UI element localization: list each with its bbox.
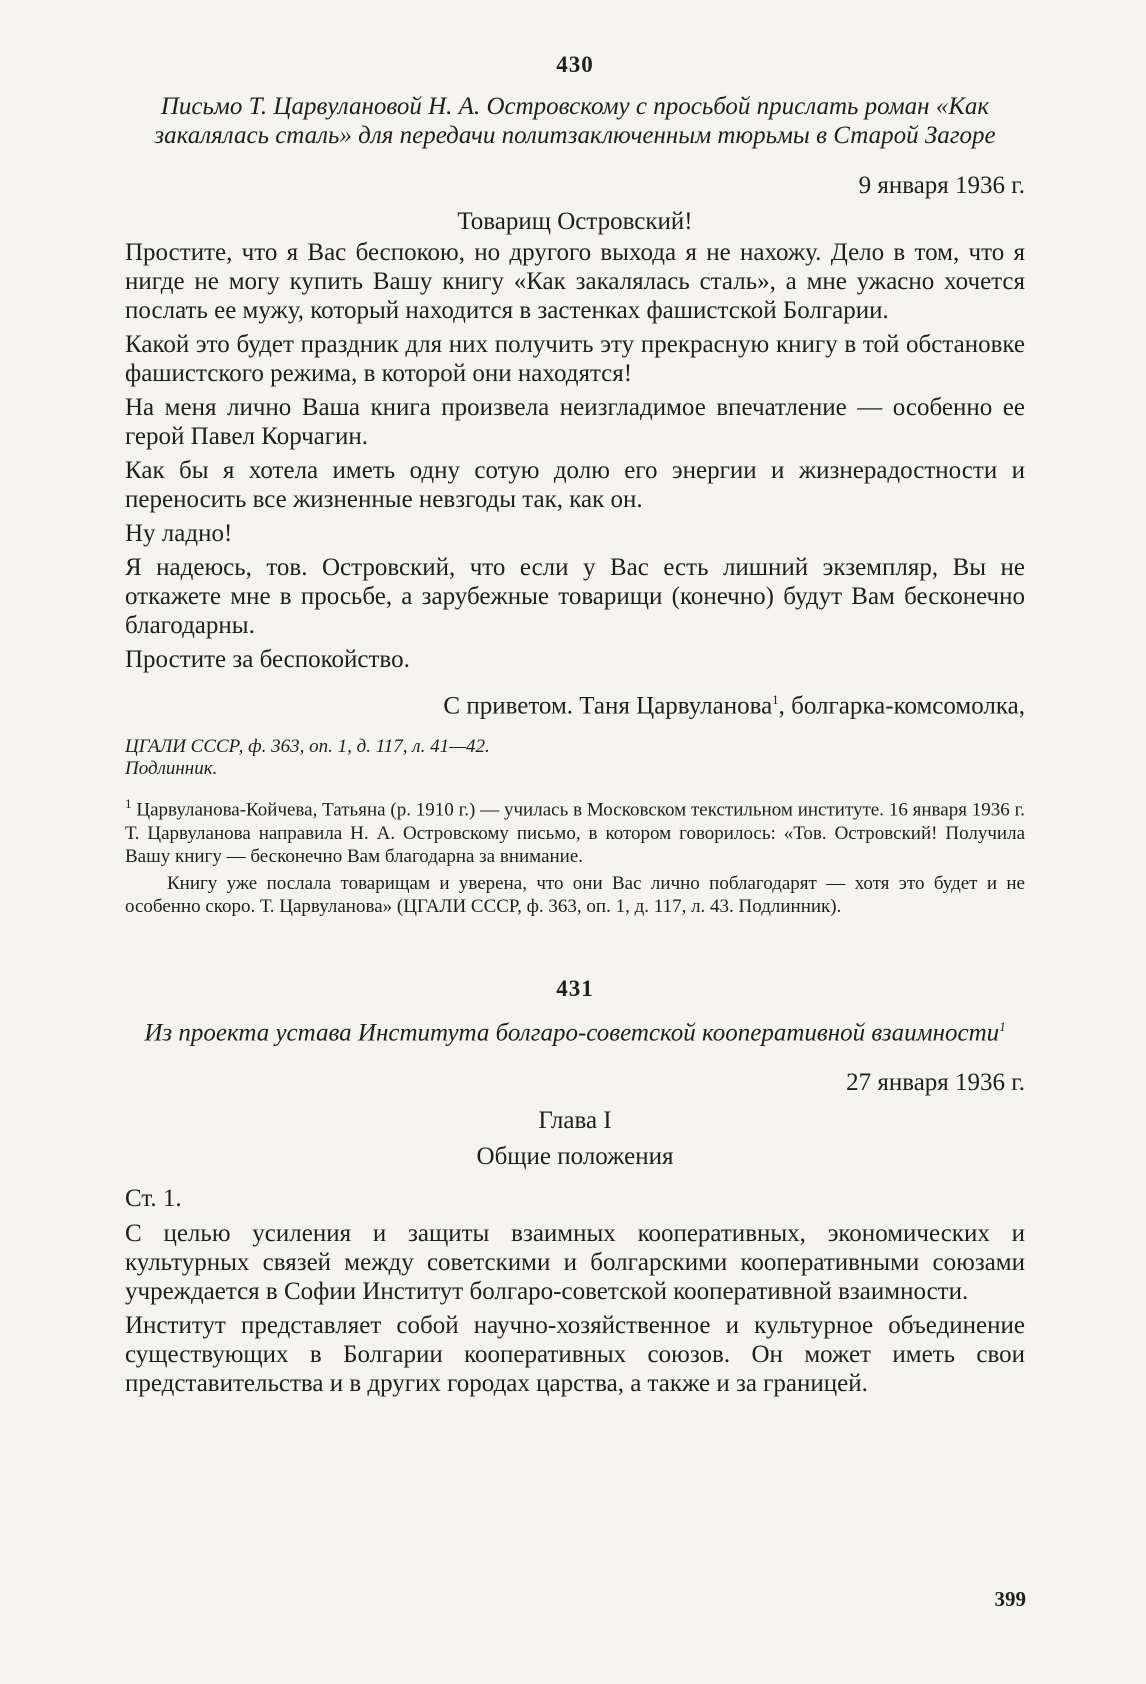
letter-paragraph: Какой это будет праздник для них получить эту прекрасную книгу в той обстановке фашистского режима, в которой они находятся! [125,331,1025,387]
footnote-marker: 1 [772,692,779,707]
document-date: 9 января 1936 г. [858,172,1025,199]
closing-suffix: , болгарка-комсомолка, [778,692,1025,720]
letter-paragraph: Простите, что я Вас беспокою, но другого выхода я не нахожу. Дело в том, что я нигде не могу купить Вашу книгу «Как закалялась сталь», а мне ужасно хочется послать ее мужу, который находится в застенках фашистской Болгарии. [125,239,1025,324]
document-heading [135,1012,1015,1047]
document-date: 27 января 1936 г. [846,1068,1025,1096]
page-number: 399 [994,1587,1026,1611]
archive-reference: ЦГАЛИ СССР, ф. 363, оп. 1, д. 117, л. 41—42. [125,736,490,758]
letter-paragraph: Простите за беспокойство. [125,646,410,673]
letter-greeting: Товарищ Островский! [457,208,693,235]
footnote-continuation: Книгу уже послала товарищам и уверена, что они Вас лично поблагодарят — хотя это будет и не особенно скоро. Т. Царвуланова» (ЦГАЛИ СССР, ф. 363, оп. 1, д. 117, л. 43. Подлинник). [125,872,1025,917]
section-title: Общие положения [476,1142,674,1170]
article-number: Ст. 1. [125,1184,182,1212]
letter-paragraph: Я надеюсь, тов. Островский, что если у Вас есть лишний экземпляр, Вы не откажете мне в просьбе, а зарубежные товарищи (конечно) будут Вам бесконечно благодарны. [125,554,1025,639]
footnote [125,792,1025,867]
heading-text: Из проекта устава Института болгаро-советской кооперативной взаимности [144,1018,1000,1046]
archive-type: Подлинник. [125,758,218,780]
letter-closing [125,692,1025,720]
footnote-number: 1 [125,796,132,812]
document-number: 430 [556,52,594,77]
charter-paragraph: Институт представляет собой научно-хозяйственное и культурное объединение существующих в Болгарии кооперативных союзов. Он может иметь свои представительства и в других городах царства, а также и за границей. [125,1311,1025,1397]
document-page [125,52,1025,1403]
document-heading: Письмо Т. Царвулановой Н. А. Островскому с просьбой прислать роман «Как закалялась сталь» для передачи политзаключенным тюрьмы в Старой Загоре [154,93,996,149]
chapter-title: Глава I [538,1106,612,1134]
charter-paragraph: С целью усиления и защиты взаимных кооперативных, экономических и культурных связей между советскими и болгарскими кооперативными союзами учреждается в Софии Институт болгаро-советской кооперативной взаимности. [125,1219,1025,1305]
footnote-marker: 1 [999,1018,1006,1034]
closing-signature: С приветом. Таня Царвуланова [443,692,773,720]
letter-paragraph: Ну ладно! [125,520,233,547]
letter-paragraph: На меня лично Ваша книга произвела неизгладимое впечатление — особенно ее герой Павел Корчагин. [125,394,1025,450]
letter-paragraph: Как бы я хотела иметь одну сотую долю его энергии и жизнерадостности и переносить все жизненные невзгоды так, как он. [125,457,1025,513]
document-number: 431 [556,975,594,1001]
footnote-text: Царвуланова-Койчева, Татьяна (р. 1910 г.) — училась в Московском текстильном институте. 16 января 1936 г. Т. Царвуланова направила Н. А. Островскому письмо, в котором говорилось: «Тов. Островский! Получила Вашу книгу — бесконечно Вам благодарна за внимание. [125,799,1026,867]
